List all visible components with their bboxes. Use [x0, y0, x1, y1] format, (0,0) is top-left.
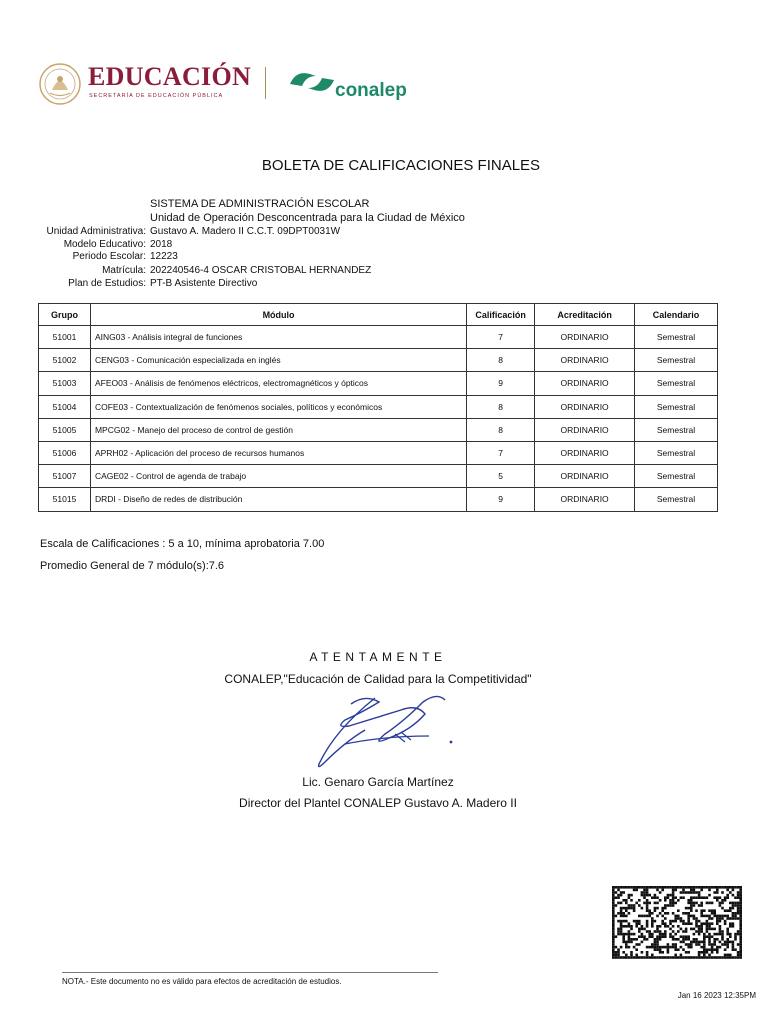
table-row [39, 488, 718, 511]
info-value-periodo: 12223 [150, 251, 178, 262]
col-header-acreditacion: Acreditación [535, 304, 635, 326]
cell-grupo: 51003 [39, 372, 91, 395]
cell-calificacion: 9 [467, 488, 535, 511]
cell-grupo: 51004 [39, 395, 91, 418]
ministry-subtitle: SECRETARÍA DE EDUCACIÓN PÚBLICA [89, 93, 224, 99]
info-label-periodo: Periodo Escolar: [72, 251, 146, 262]
table-row [39, 326, 718, 349]
info-value-modelo: 2018 [150, 239, 173, 250]
unit-name: Unidad de Operación Desconcentrada para la Ciudad de México [150, 212, 465, 224]
table-row [39, 418, 718, 441]
cell-calificacion: 9 [467, 372, 535, 395]
cell-calendario: Semestral [635, 465, 718, 488]
info-label-plan: Plan de Estudios: [68, 278, 146, 289]
info-value-matricula: 202240546-4 OSCAR CRISTOBAL HERNANDEZ [150, 265, 372, 276]
info-label-matricula: Matrícula: [102, 265, 146, 276]
cell-calendario: Semestral [635, 395, 718, 418]
info-value-plan: PT-B Asistente Directivo [150, 278, 258, 289]
cell-modulo: CENG03 - Comunicación especializada en inglés [90, 349, 466, 372]
cell-modulo: AFEO03 - Análisis de fenómenos eléctricos, electromagnéticos y ópticos [90, 372, 466, 395]
info-label-unidad: Unidad Administrativa: [46, 226, 146, 237]
cell-calendario: Semestral [635, 488, 718, 511]
cell-modulo: CAGE02 - Control de agenda de trabajo [90, 465, 466, 488]
signer-name: Lic. Genaro García Martínez [302, 775, 454, 789]
system-name: SISTEMA DE ADMINISTRACIÓN ESCOLAR [150, 198, 370, 210]
cell-calificacion: 8 [467, 395, 535, 418]
cell-calificacion: 7 [467, 326, 535, 349]
handwritten-signature [305, 690, 475, 772]
qr-code-icon [612, 886, 743, 960]
cell-modulo: APRH02 - Aplicación del proceso de recursos humanos [90, 441, 466, 464]
cell-calendario: Semestral [635, 372, 718, 395]
coat-of-arms-icon [38, 60, 82, 108]
info-label-modelo: Modelo Educativo: [63, 239, 146, 250]
cell-acreditacion: ORDINARIO [535, 488, 635, 511]
cell-acreditacion: ORDINARIO [535, 395, 635, 418]
grades-table [38, 303, 718, 512]
validity-note: NOTA.- Este documento no es válido para efectos de acreditación de estudios. [62, 977, 342, 986]
table-header-row [39, 304, 718, 326]
cell-calificacion: 8 [467, 418, 535, 441]
cell-grupo: 51001 [39, 326, 91, 349]
cell-modulo: MPCG02 - Manejo del proceso de control de gestión [90, 418, 466, 441]
cell-grupo: 51015 [39, 488, 91, 511]
cell-acreditacion: ORDINARIO [535, 349, 635, 372]
col-header-calendario: Calendario [635, 304, 718, 326]
grading-scale: Escala de Calificaciones : 5 a 10, mínima aprobatoria 7.00 [40, 538, 325, 550]
cell-modulo: AING03 - Análisis integral de funciones [90, 326, 466, 349]
cell-calendario: Semestral [635, 418, 718, 441]
cell-calendario: Semestral [635, 326, 718, 349]
conalep-logo-text: conalep [335, 80, 407, 101]
conalep-logo-icon [286, 66, 338, 98]
cell-calificacion: 5 [467, 465, 535, 488]
cell-acreditacion: ORDINARIO [535, 372, 635, 395]
institution-motto: CONALEP,"Educación de Calidad para la Competitividad" [224, 672, 532, 686]
cell-grupo: 51006 [39, 441, 91, 464]
cell-acreditacion: ORDINARIO [535, 418, 635, 441]
cell-grupo: 51005 [39, 418, 91, 441]
cell-calendario: Semestral [635, 441, 718, 464]
salutation: ATENTAMENTE [309, 650, 447, 664]
col-header-grupo: Grupo [39, 304, 91, 326]
general-average: Promedio General de 7 módulo(s):7.6 [40, 560, 225, 572]
info-value-unidad: Gustavo A. Madero II C.C.T. 09DPT0031W [150, 226, 341, 237]
table-row [39, 372, 718, 395]
table-row [39, 395, 718, 418]
cell-calificacion: 7 [467, 441, 535, 464]
cell-calendario: Semestral [635, 349, 718, 372]
document-title: BOLETA DE CALIFICACIONES FINALES [261, 157, 541, 174]
cell-grupo: 51002 [39, 349, 91, 372]
signer-title: Director del Plantel CONALEP Gustavo A. Madero II [239, 796, 517, 810]
cell-modulo: COFE03 - Contextualización de fenómenos sociales, políticos y económicos [90, 395, 466, 418]
col-header-calificacion: Calificación [467, 304, 535, 326]
ministry-name: EDUCACIÓN [88, 62, 252, 91]
table-row [39, 441, 718, 464]
cell-acreditacion: ORDINARIO [535, 465, 635, 488]
cell-modulo: DRDI - Diseño de redes de distribución [90, 488, 466, 511]
col-header-modulo: Módulo [90, 304, 466, 326]
note-divider [62, 972, 438, 973]
cell-acreditacion: ORDINARIO [535, 326, 635, 349]
table-row [39, 465, 718, 488]
print-timestamp: Jan 16 2023 12:35PM [677, 991, 756, 1000]
cell-acreditacion: ORDINARIO [535, 441, 635, 464]
cell-calificacion: 8 [467, 349, 535, 372]
table-row [39, 349, 718, 372]
logo-divider [265, 67, 266, 99]
cell-grupo: 51007 [39, 465, 91, 488]
